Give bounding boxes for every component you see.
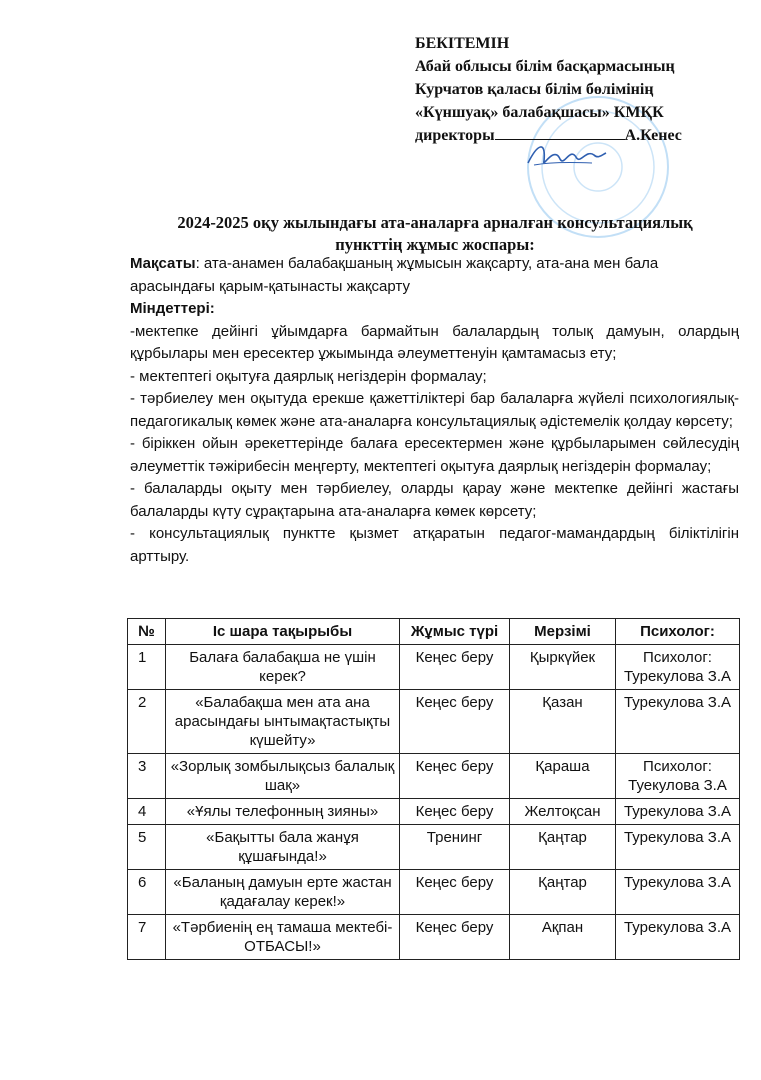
header-date: Мерзімі bbox=[510, 619, 616, 645]
table-row bbox=[128, 870, 740, 915]
cell-topic: «Тәрбиенің ең тамаша мектебі-ОТБАСЫ!» bbox=[166, 915, 400, 960]
cell-psychologist: Турекулова З.А bbox=[616, 825, 740, 870]
cell-type: Кеңес беру bbox=[400, 645, 510, 690]
cell-date: Қазан bbox=[510, 690, 616, 754]
table-row bbox=[128, 915, 740, 960]
table-row bbox=[128, 690, 740, 754]
director-label: директоры bbox=[415, 127, 495, 144]
cell-type: Кеңес беру bbox=[400, 754, 510, 799]
cell-num: 5 bbox=[128, 825, 166, 870]
goal-label: Мақсаты bbox=[130, 255, 196, 272]
cell-date: Қаңтар bbox=[510, 870, 616, 915]
director-name: А.Кенес bbox=[624, 127, 682, 144]
cell-topic: Балаға балабақша не үшін керек? bbox=[166, 645, 400, 690]
task-item: - мектептегі оқытуға даярлық негіздерін формалау; bbox=[130, 367, 487, 385]
cell-date: Ақпан bbox=[510, 915, 616, 960]
cell-topic: «Зорлық зомбылықсыз балалық шақ» bbox=[166, 754, 400, 799]
table-header-row bbox=[128, 619, 740, 645]
table-row bbox=[128, 799, 740, 825]
cell-num: 7 bbox=[128, 915, 166, 960]
cell-topic: «Ұялы телефонның зияны» bbox=[166, 799, 400, 825]
plan-table bbox=[127, 618, 740, 960]
approval-heading: БЕКІТЕМІН bbox=[415, 35, 510, 52]
cell-date: Қыркүйек bbox=[510, 645, 616, 690]
cell-psychologist: Турекулова З.А bbox=[616, 915, 740, 960]
header-topic: Іс шара тақырыбы bbox=[166, 619, 400, 645]
goal-paragraph bbox=[130, 253, 739, 298]
cell-psychologist: Турекулова З.А bbox=[616, 799, 740, 825]
approval-line-1: Абай облысы білім басқармасының bbox=[415, 58, 675, 75]
cell-psychologist: Психолог: Туекулова З.А bbox=[616, 754, 740, 799]
cell-date: Желтоқсан bbox=[510, 799, 616, 825]
cell-topic: «Баланың дамуын ерте жастан қадағалау керек!» bbox=[166, 870, 400, 915]
cell-type: Кеңес беру bbox=[400, 870, 510, 915]
cell-topic: «Бақытты бала жанұя құшағында!» bbox=[166, 825, 400, 870]
tasks-label: Міндеттері: bbox=[130, 300, 215, 317]
cell-num: 1 bbox=[128, 645, 166, 690]
cell-num: 6 bbox=[128, 870, 166, 915]
cell-psychologist: Психолог: Турекулова З.А bbox=[616, 645, 740, 690]
cell-psychologist: Турекулова З.А bbox=[616, 870, 740, 915]
approval-line-3: «Күншуақ» балабақшасы» КМҚК bbox=[415, 104, 664, 121]
cell-num: 4 bbox=[128, 799, 166, 825]
cell-type: Кеңес беру bbox=[400, 690, 510, 754]
goal-text: : ата-анамен балабақшаның жұмысын жақсарту, ата-ана мен бала арасындағы қарым-қатынасты жақсарту bbox=[130, 255, 659, 295]
signature-line bbox=[495, 125, 625, 140]
header-type: Жұмыс түрі bbox=[400, 619, 510, 645]
title-line-2: пункттің жұмыс жоспары: bbox=[335, 235, 535, 254]
cell-type: Кеңес беру bbox=[400, 915, 510, 960]
task-item: - біріккен ойын әрекеттерінде балаға ересектермен және құрбыларымен сөйлесудің әлеуметтік тәжірибесін меңгерту, мектептегі оқытуға даярлық негіздерін формалау; bbox=[130, 435, 739, 475]
cell-topic: «Балабақша мен ата ана арасындағы ынтымақтастықты күшейту» bbox=[166, 690, 400, 754]
cell-date: Қаңтар bbox=[510, 825, 616, 870]
task-item: - балаларды оқыту мен тәрбиелеу, оларды қарау және мектепке дейінгі жастағы балаларды күту сұрақтарына ата-аналарға көмек көрсету; bbox=[130, 480, 739, 520]
approval-block bbox=[415, 32, 735, 147]
table-row bbox=[128, 754, 740, 799]
title-line-1: 2024-2025 оқу жылындағы ата-аналарға арналған консультациялық bbox=[177, 213, 693, 232]
body-text bbox=[130, 253, 739, 568]
header-psychologist: Психолог: bbox=[616, 619, 740, 645]
cell-type: Кеңес беру bbox=[400, 799, 510, 825]
task-item: - консультациялық пунктте қызмет атқаратын педагог-мамандардың біліктілігін арттыру. bbox=[130, 525, 739, 565]
table-row bbox=[128, 645, 740, 690]
cell-type: Тренинг bbox=[400, 825, 510, 870]
task-item: - тәрбиелеу мен оқытуда ерекше қажеттіліктері бар балаларға жүйелі психологиялық-педагогикалық көмек және ата-аналарға консультациялық әдістемелік қолдау көрсету; bbox=[130, 390, 739, 430]
approval-line-2: Курчатов қаласы білім бөлімінің bbox=[415, 81, 654, 98]
task-item: -мектепке дейінгі ұйымдарға бармайтын балалардың толық дамуын, олардың құрбылары мен ересектер ұжымында әлеуметтенуін қамтамасыз ету; bbox=[130, 322, 739, 362]
cell-num: 3 bbox=[128, 754, 166, 799]
director-row bbox=[415, 124, 735, 147]
table-row bbox=[128, 825, 740, 870]
document-title bbox=[130, 212, 740, 256]
cell-psychologist: Турекулова З.А bbox=[616, 690, 740, 754]
header-num: № bbox=[128, 619, 166, 645]
cell-date: Қараша bbox=[510, 754, 616, 799]
cell-num: 2 bbox=[128, 690, 166, 754]
